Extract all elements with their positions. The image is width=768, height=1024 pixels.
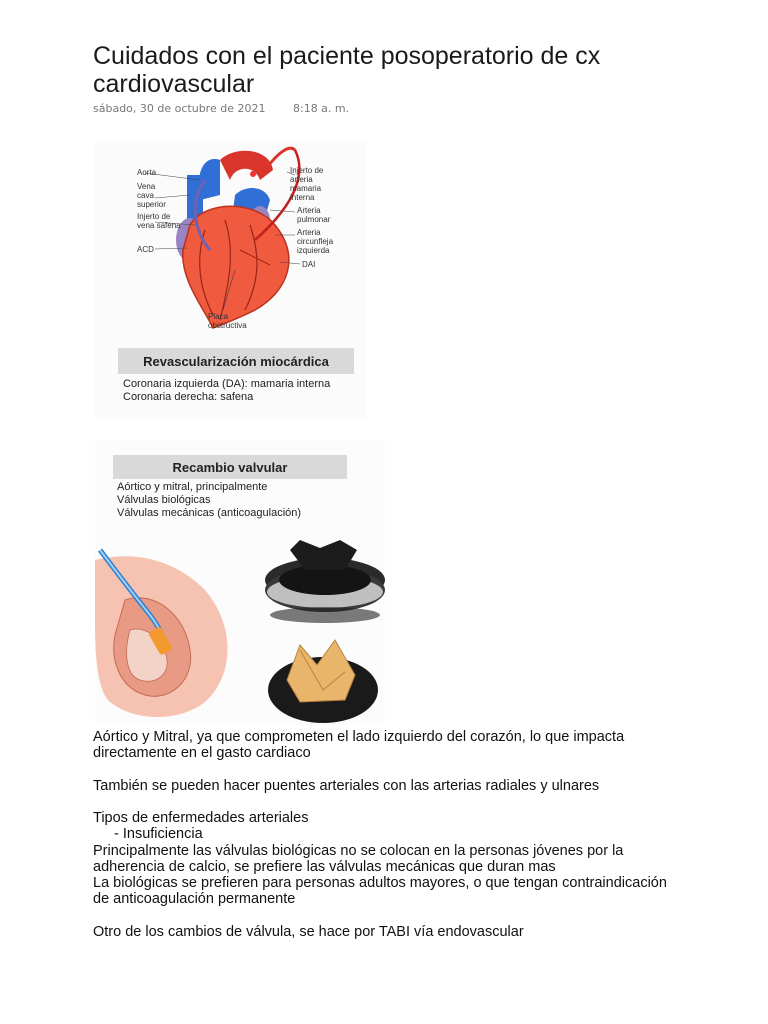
figure-revascularizacion xyxy=(95,140,367,420)
label-placa: Placa obstructiva xyxy=(208,312,247,330)
valve-illustrations xyxy=(95,440,385,725)
paragraph-4-line-2: adherencia de calcio, se prefiere las válvulas mecánicas que duran mas xyxy=(93,859,556,875)
figure-band-title: Revascularización miocárdica xyxy=(118,348,354,374)
label-injerto-vena: Injerto de vena safena xyxy=(137,212,181,230)
page-title: Cuidados con el paciente posoperatorio de cx cardiovascular xyxy=(93,42,601,98)
figure-line-2: Válvulas biológicas xyxy=(117,494,211,506)
paragraph-6: Otro de los cambios de válvula, se hace por TABI vía endovascular xyxy=(93,924,524,940)
paragraph-4-line-1: Principalmente las válvulas biológicas no se colocan en la personas jóvenes por la xyxy=(93,843,624,859)
label-dai: DAI xyxy=(302,260,316,269)
figure-line-2: Coronaria derecha: safena xyxy=(123,391,254,403)
label-arteria-pulmonar: Arteria pulmonar xyxy=(297,206,331,224)
paragraph-5-line-2: de anticoagulación permanente xyxy=(93,891,296,907)
label-injerto-arteria: Injerto de arteria mamaria interna xyxy=(290,166,324,202)
paragraph-1-line-2: directamente en el gasto cardiaco xyxy=(93,745,311,761)
figure-line-3: Válvulas mecánicas (anticoagulación) xyxy=(117,507,302,519)
label-aorta: Aorta xyxy=(137,168,157,177)
biological-valve-drawing xyxy=(268,640,378,723)
figure-line-1: Coronaria izquierda (DA): mamaria interna xyxy=(123,378,331,390)
note-timestamp xyxy=(93,102,373,115)
note-date: sábado, 30 de octubre de 2021 xyxy=(93,102,266,115)
bullet-insuficiencia: - Insuficiencia xyxy=(114,826,203,842)
paragraph-3: Tipos de enfermedades arteriales xyxy=(93,810,309,826)
note-time: 8:18 a. m. xyxy=(292,102,350,115)
paragraph-2: También se pueden hacer puentes arteriales con las arterias radiales y ulnares xyxy=(93,778,600,794)
mechanical-valve-drawing xyxy=(265,540,385,623)
figure-band-title: Recambio valvular xyxy=(113,455,347,479)
figure-recambio-valvular xyxy=(95,440,385,725)
catheter-heart-drawing xyxy=(95,550,228,717)
paragraph-5-line-1: La biológicas se prefieren para personas adultos mayores, o que tengan contraindicación xyxy=(93,875,667,891)
label-acd: ACD xyxy=(137,245,154,254)
label-arteria-circunfleja: Arteria circunfleja izquierda xyxy=(297,228,334,255)
paragraph-1-line-1: Aórtico y Mitral, ya que comprometen el lado izquierdo del corazón, lo que impacta xyxy=(93,729,625,745)
label-vena-cava: Vena cava superior xyxy=(137,182,166,209)
figure-line-1: Aórtico y mitral, principalmente xyxy=(117,481,268,493)
